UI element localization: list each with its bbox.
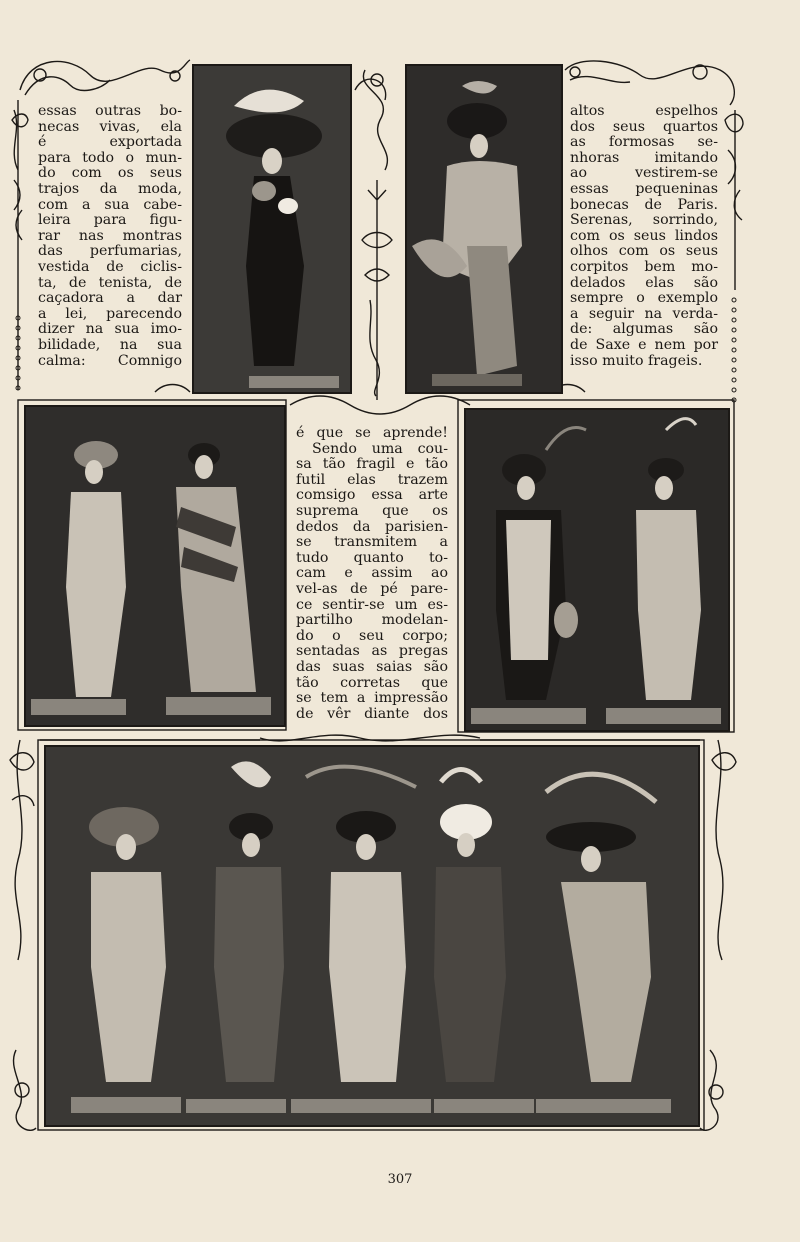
- text-line: suprema que os: [296, 502, 448, 519]
- text-line: calma: Comnigo: [38, 352, 182, 369]
- text-line: das perfumarias,: [38, 243, 182, 260]
- text-line: isso muito frageis.: [570, 352, 703, 369]
- text-line: essas pequeninas: [570, 180, 718, 197]
- text-line: de vêr diante dos: [296, 705, 448, 722]
- text-line: trajos da moda,: [38, 180, 182, 197]
- text-column-center: [296, 426, 448, 722]
- text-line: partilho modelan-: [296, 612, 448, 629]
- text-line: vel-as de pé pare-: [296, 580, 448, 597]
- text-line: cam e assim ao: [296, 565, 448, 582]
- text-line: Sendo uma cou-: [312, 440, 448, 457]
- text-line: dos seus quartos: [570, 118, 718, 135]
- text-line: do com os seus: [38, 165, 182, 182]
- text-line: tudo quanto to-: [296, 549, 448, 566]
- text-line: comsigo essa arte: [296, 487, 448, 504]
- text-line: corpitos bem mo-: [570, 258, 718, 275]
- doll-row-illustration: [46, 747, 698, 1125]
- doll-figure-illustration: [407, 66, 561, 392]
- text-line: altos espelhos: [570, 103, 718, 119]
- text-line: a lei, parecendo: [38, 305, 182, 322]
- text-line: essas outras bo-: [38, 103, 182, 119]
- text-line: ao vestirem-se: [570, 165, 718, 182]
- photo-two-dolls-right: [464, 408, 730, 732]
- text-line: é que se aprende!: [296, 425, 448, 441]
- text-column-top-left: [38, 104, 182, 369]
- text-line: de: algumas são: [570, 321, 718, 338]
- text-line: as formosas se-: [570, 134, 718, 151]
- text-line: se tem a impressão: [296, 690, 448, 707]
- text-line: nhoras imitando: [570, 149, 718, 166]
- text-line: sentadas as pregas: [296, 643, 448, 660]
- text-line: leira para figu-: [38, 212, 182, 229]
- text-line: sempre o exemplo: [570, 290, 718, 307]
- text-line: com os seus lindos: [570, 227, 718, 244]
- text-line: de Saxe e nem por: [570, 336, 718, 353]
- doll-figure-illustration: [194, 66, 350, 392]
- text-line: delados elas são: [570, 274, 718, 291]
- text-line: das suas saias são: [296, 658, 448, 675]
- text-line: do o seu corpo;: [296, 627, 448, 644]
- photo-two-dolls-left: [24, 405, 286, 727]
- doll-figures-illustration: [466, 410, 728, 730]
- text-line: sa tão fragil e tão: [296, 456, 448, 473]
- text-line: a seguir na verda-: [570, 305, 718, 322]
- page-number: 307: [387, 1172, 413, 1187]
- photo-doll-dark-velvet-dress: [192, 64, 352, 394]
- text-line: bonecas de Paris.: [570, 196, 718, 213]
- text-line: rar nas montras: [38, 227, 182, 244]
- text-line: caçadora a dar: [38, 290, 182, 307]
- photo-doll-fur-stole: [405, 64, 563, 394]
- text-line: é exportada: [38, 134, 182, 151]
- text-line: se transmitem a: [296, 534, 448, 551]
- text-line: necas vivas, ela: [38, 118, 182, 135]
- text-line: dizer na sua imo-: [38, 321, 182, 338]
- text-line: para todo o mun-: [38, 149, 182, 166]
- text-line: bilidade, na sua: [38, 336, 182, 353]
- text-line: dedos da parisien-: [296, 518, 448, 535]
- text-line: ta, de tenista, de: [38, 274, 182, 291]
- text-line: ce sentir-se um es-: [296, 596, 448, 613]
- text-line: com a sua cabe-: [38, 196, 182, 213]
- text-line: Serenas, sorrindo,: [570, 212, 718, 229]
- doll-figures-illustration: [26, 407, 284, 725]
- text-line: vestida de ciclis-: [38, 258, 182, 275]
- text-line: futil elas trazem: [296, 471, 448, 488]
- text-line: olhos com os seus: [570, 243, 718, 260]
- photo-five-dolls-row: [44, 745, 700, 1127]
- text-line: tão corretas que: [296, 674, 448, 691]
- text-column-top-right: [570, 104, 718, 369]
